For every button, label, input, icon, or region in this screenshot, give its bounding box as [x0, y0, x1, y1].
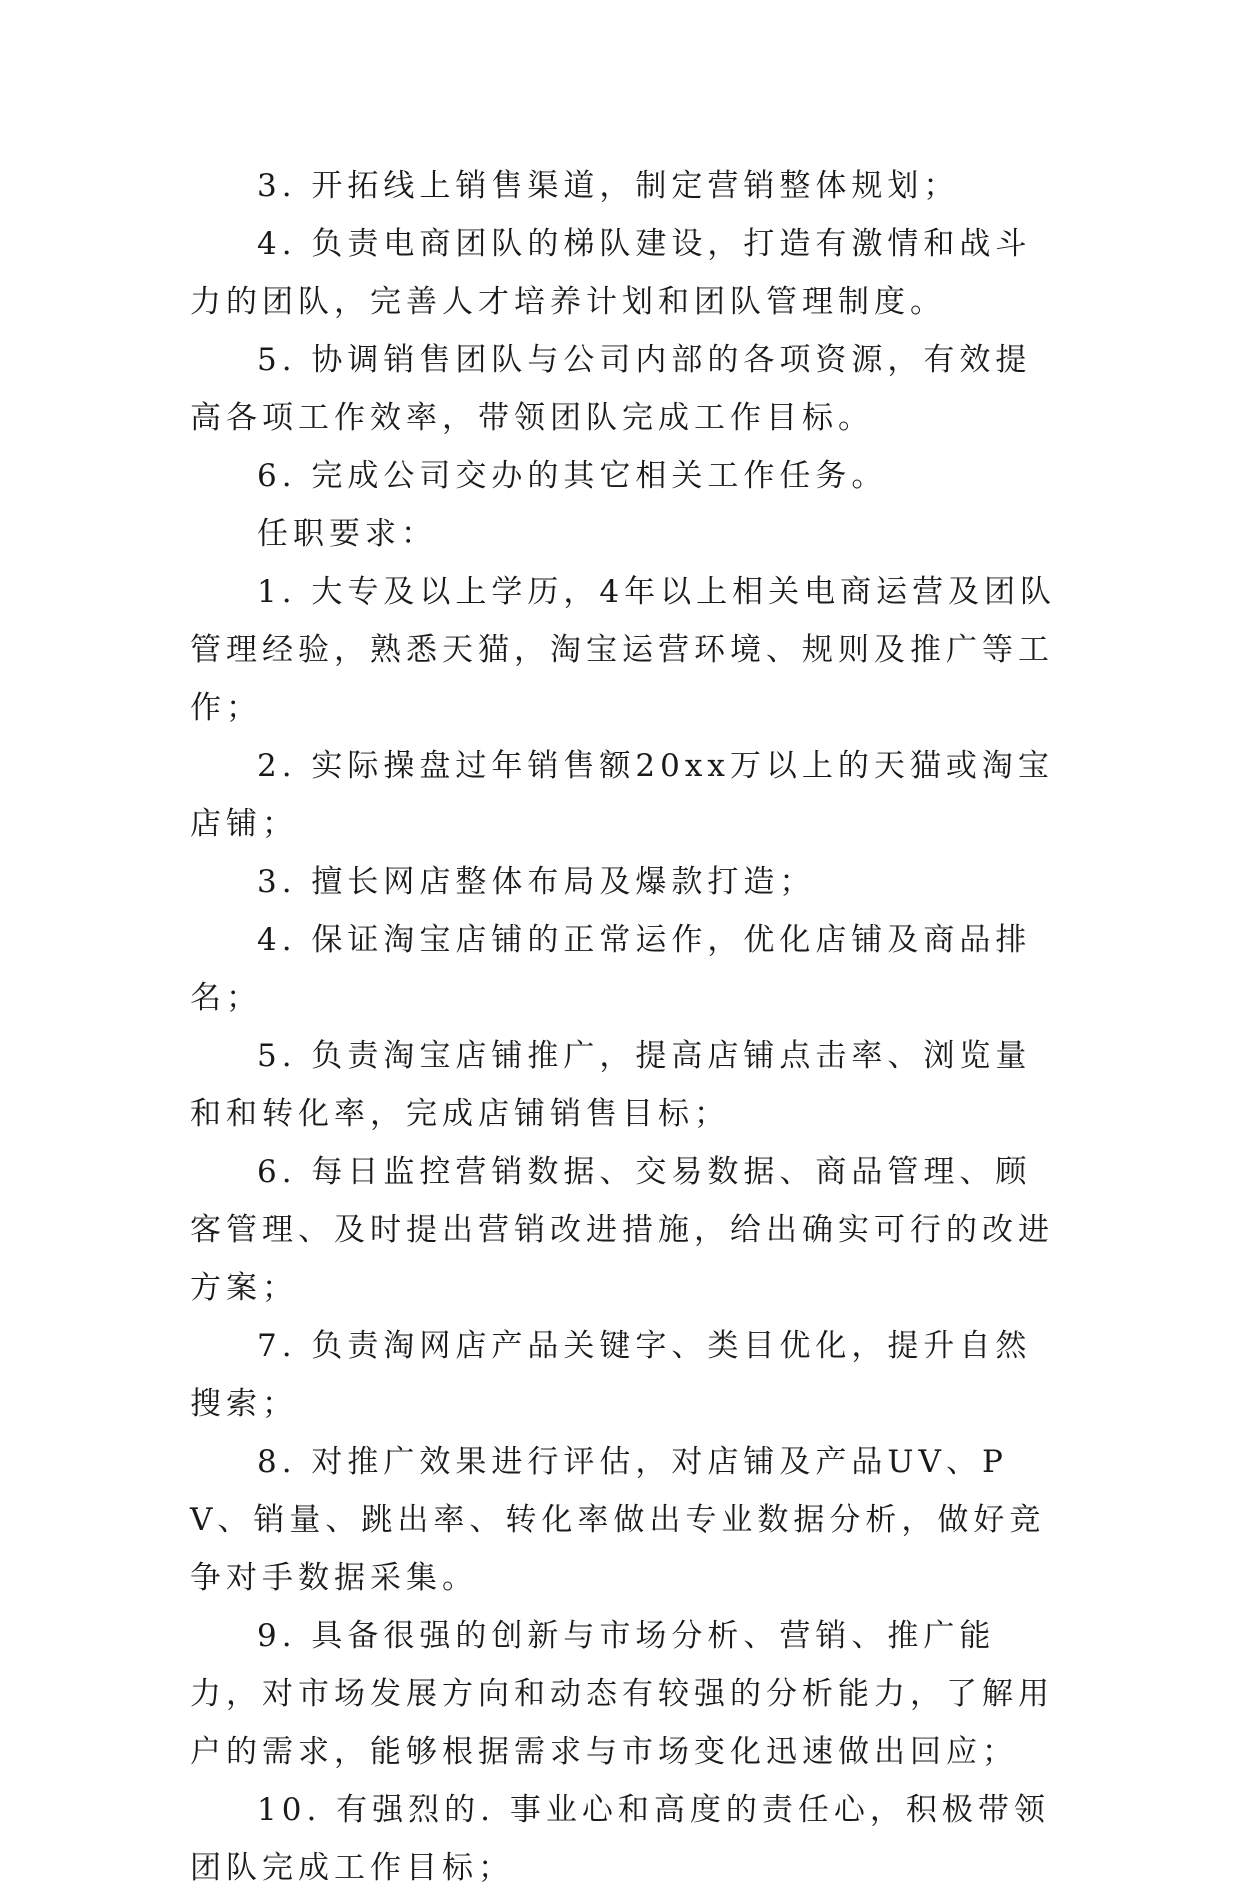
paragraph-req-2: 2. 实际操盘过年销售额20xx万以上的天猫或淘宝店铺；: [190, 748, 1054, 842]
paragraph-req-8: 8. 对推广效果进行评估，对店铺及产品UV、PV、销量、跳出率、转化率做出专业数据分析，做好竞争对手数据采集。: [190, 1444, 1046, 1596]
paragraph-req-4: 4. 保证淘宝店铺的正常运作，优化店铺及商品排名；: [190, 922, 1032, 1016]
paragraph-duty-3: 3. 开拓线上销售渠道，制定营销整体规划；: [257, 168, 960, 204]
paragraph-duty-5: 5. 协调销售团队与公司内部的各项资源，有效提高各项工作效率，带领团队完成工作目标。: [190, 342, 1032, 436]
paragraph-req-6: 6. 每日监控营销数据、交易数据、商品管理、顾客管理、及时提出营销改进措施，给出确实可行的改进方案；: [190, 1154, 1054, 1306]
paragraph-req-7: 7. 负责淘网店产品关键字、类目优化，提升自然搜索；: [190, 1328, 1032, 1422]
paragraph-req-9: 9. 具备很强的创新与市场分析、营销、推广能力，对市场发展方向和动态有较强的分析能力，了解用户的需求，能够根据需求与市场变化迅速做出回应；: [190, 1618, 1054, 1770]
paragraph-req-3: 3. 擅长网店整体布局及爆款打造；: [257, 864, 816, 900]
paragraph-req-1: 1. 大专及以上学历，4年以上相关电商运营及团队管理经验，熟悉天猫，淘宝运营环境、规则及推广等工作；: [190, 574, 1057, 726]
document-body: [190, 157, 1060, 1897]
paragraph-duty-6: 6. 完成公司交办的其它相关工作任务。: [257, 458, 888, 494]
paragraph-req-10: 10. 有强烈的. 事业心和高度的责任心，积极带领团队完成工作目标；: [190, 1792, 1050, 1886]
paragraph-duty-4: 4. 负责电商团队的梯队建设，打造有激情和战斗力的团队，完善人才培养计划和团队管理制度。: [190, 226, 1032, 320]
paragraph-req-5: 5. 负责淘宝店铺推广，提高店铺点击率、浏览量和和转化率，完成店铺销售目标；: [190, 1038, 1032, 1132]
section-heading-requirements: 任职要求：: [257, 516, 437, 552]
